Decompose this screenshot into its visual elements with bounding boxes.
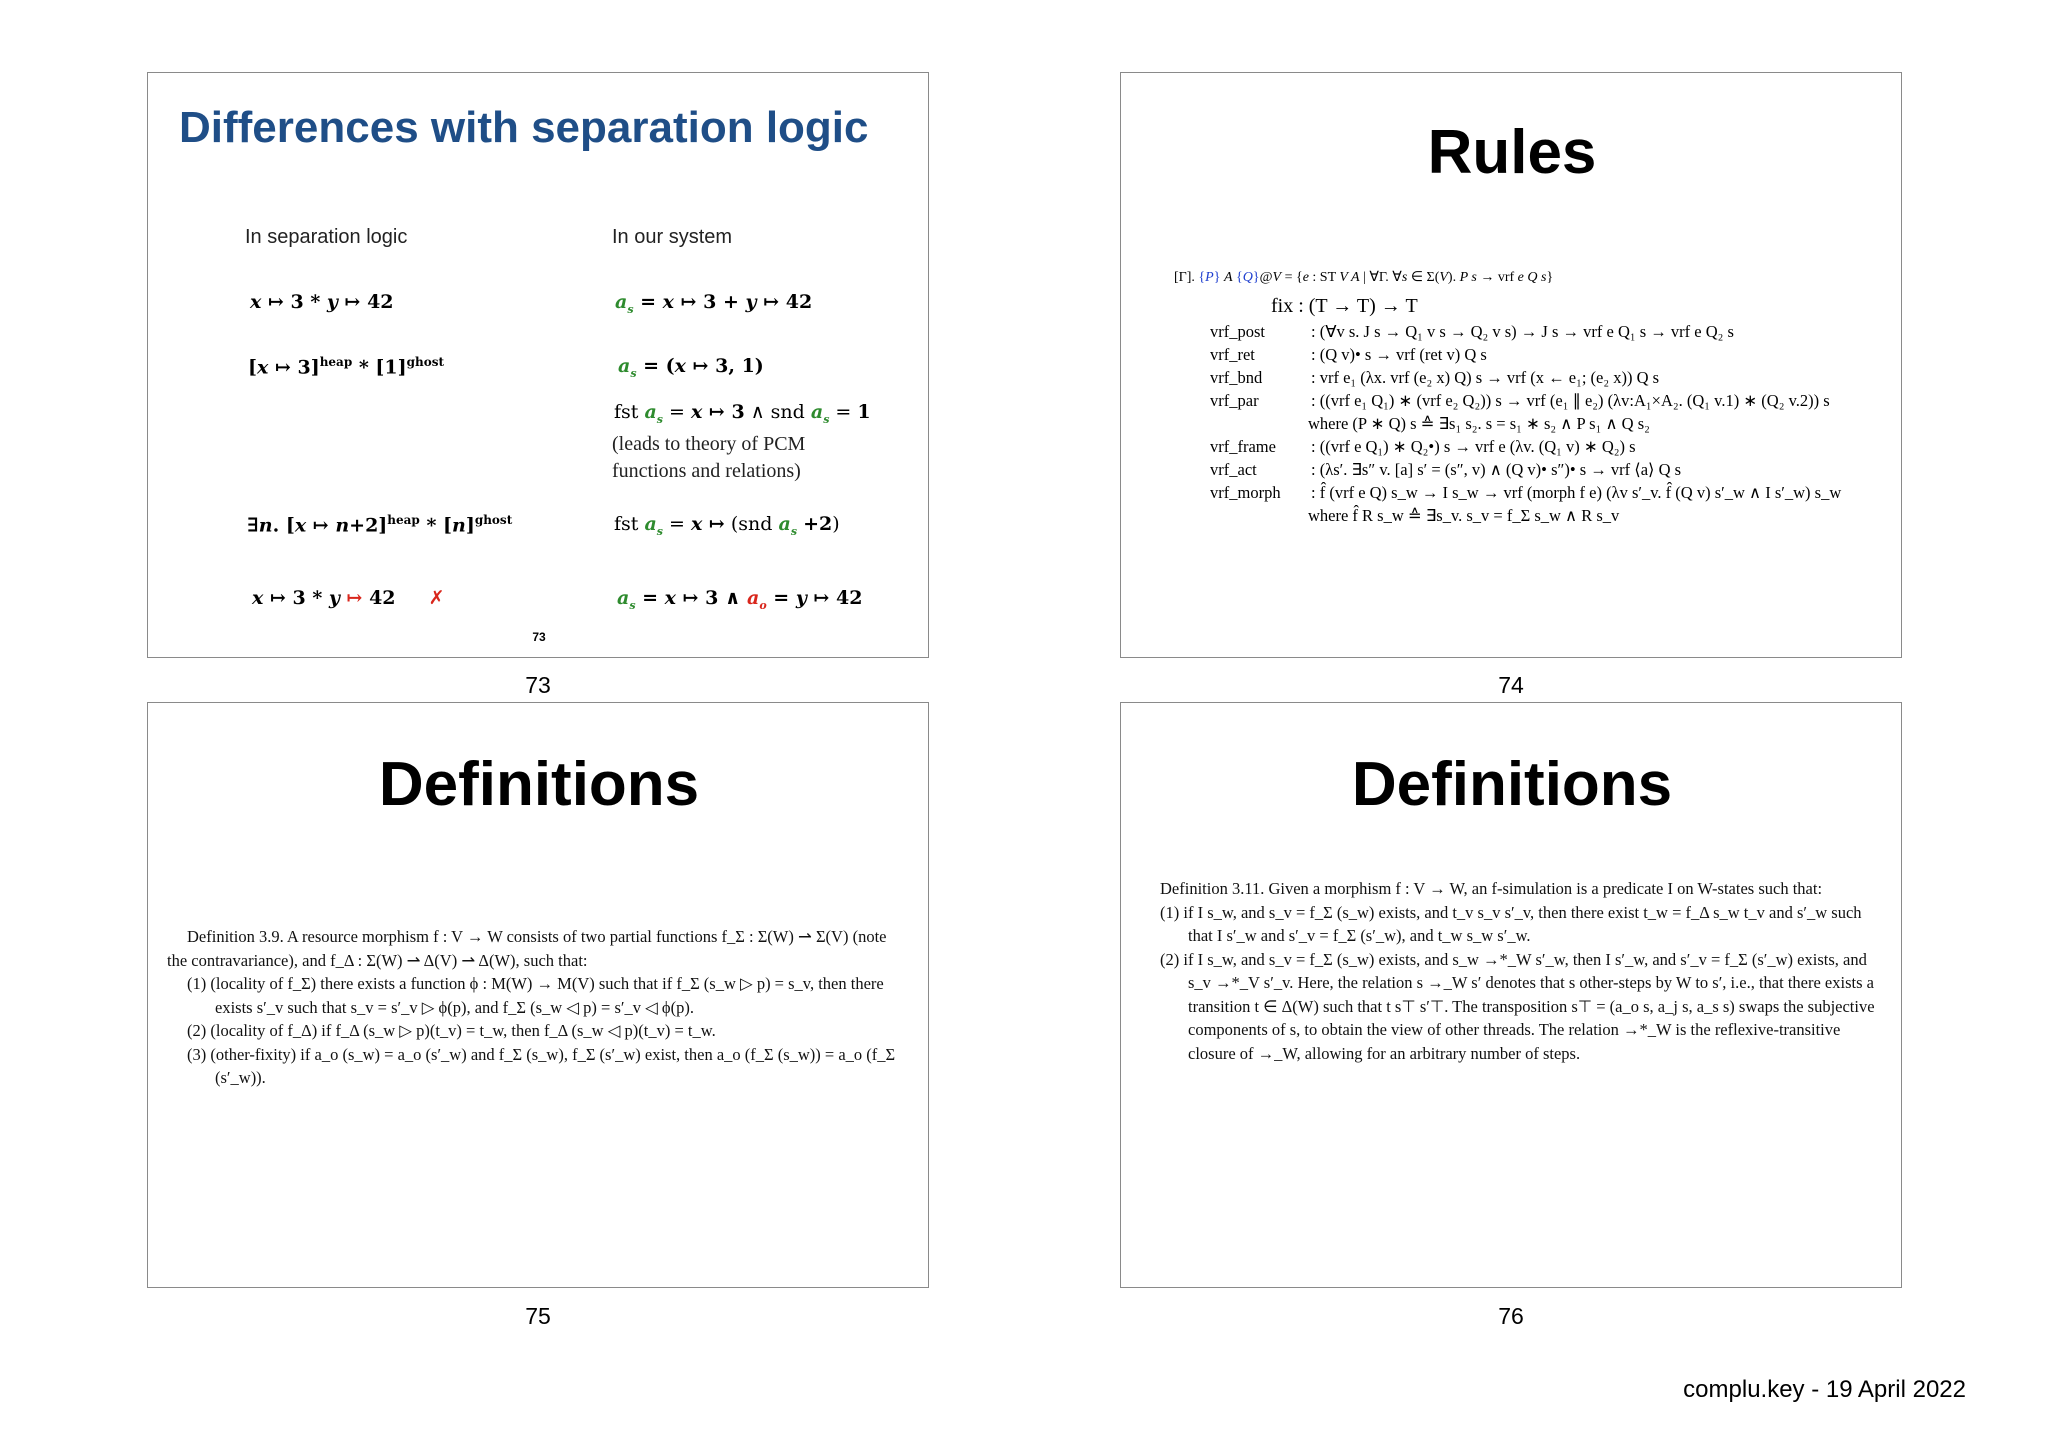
formula-ours-3: fst $a_s = x$ ↦ 3 ∧ snd $a_s = 1$ <box>614 401 871 426</box>
right-column-header: In our system <box>612 226 733 248</box>
formula-ours-1: $a_s = x$ ↦ 3 + y ↦ 42 <box>615 291 813 316</box>
slide-74 <box>1120 72 1902 658</box>
pcm-note: (leads to theory of PCM functions and relations) <box>612 433 806 482</box>
definition-text: Definition 3.9. A resource morphism f : V → W consists of two partial functions f_Σ : Σ(W) ⇀ Σ(V) (note the contravariance), and f_Δ : Σ(W) ⇀ Δ(V) ⇀ Δ(W), such that: <box>167 927 887 970</box>
slide-75 <box>147 702 929 1288</box>
page-number-74: 74 <box>1498 672 1524 698</box>
definition-item: (2) (locality of f_Δ) if f_Δ (s_w ▷ p)(t_v) = t_w, then f_Δ (s_w ◁ p)(t_v) = t_w. <box>187 1021 716 1040</box>
fix-rule: fix : (T → T) → T <box>1271 295 1418 317</box>
rule-row: vrf_act : (λs′. ∃s″ v. [a] s′ = (s″, v) ∧ (Q v)• s″)• s → vrf ⟨a⟩ Q s <box>1210 460 1682 479</box>
definition-text: Definition 3.11. Given a morphism f : V → W, an f-simulation is a predicate I on W-states such that: <box>1160 879 1823 898</box>
definition-item: (1) if I s_w, and s_v = f_Σ (s_w) exists, and t_v s_v s′_v, then there exist t_w = f_Δ s_w t_v and s′_w such that I s′_w and s′_v = f_Σ (s′_w), and t_w s_w s′_w. <box>1160 902 1862 945</box>
page-number-73: 73 <box>525 672 551 698</box>
rule-row: vrf_morph : f̂ (vrf e Q) s_w → I s_w → vrf (morph f e) (λv s′_v. f̂ (Q v) s′_w ∧ I s′_w) s_w <box>1210 483 1842 502</box>
formula-sl-3: ∃n. [x ↦ $n+2]^{heap} * [n]^{ghost}$ <box>247 513 513 537</box>
slide-76 <box>1120 702 1902 1288</box>
slide-inner-number: 73 <box>532 630 546 644</box>
definition-item: (1) (locality of f_Σ) there exists a function ϕ : M(W) → M(V) such that if f_Σ (s_w ▷ p) = s_v, then there exists s′_v such that s_v = s′_v ▷ ϕ(p), and f_Σ (s_w ◁ p) = s′_v ◁ ϕ(p). <box>187 974 884 1017</box>
left-column-header: In separation logic <box>245 226 408 248</box>
page-number-76: 76 <box>1498 1303 1524 1329</box>
formula-sl-2: [x ↦ $3]^{heap} * [1]^{ghost}$ <box>248 355 445 379</box>
definition-item: (3) (other-fixity) if a_o (s_w) = a_o (s′_w) and f_Σ (s_w), f_Σ (s′_w) exist, then a_o (f_Σ (s_w)) = a_o (f_Σ (s′_w)). <box>187 1044 896 1087</box>
slide-title: Definitions <box>1351 750 1673 819</box>
page-number-75: 75 <box>525 1303 551 1329</box>
slide-title: Differences with separation logic <box>179 103 869 152</box>
formula-sl-4: x ↦ 3 * y ↦ 42 ✗ <box>252 587 445 609</box>
rule-row: where (P ∗ Q) s ≙ ∃s₁ s₂. s = s₁ ∗ s₂ ∧ P s₁ ∧ Q s₂ <box>1308 414 1650 433</box>
slide-title: Definitions <box>378 750 700 819</box>
slide-title: Rules <box>1427 118 1597 187</box>
rule-row: where f̂ R s_w ≙ ∃s_v. s_v = f_Σ s_w ∧ R s_v <box>1308 506 1620 525</box>
rule-row: vrf_bnd : vrf e₁ (λx. vrf (e₂ x) Q) s → vrf (x ← e₁; (e₂ x)) Q s <box>1210 368 1660 387</box>
formula-ours-2: $a_s = (x$ ↦ 3, 1) <box>618 355 764 380</box>
rule-row: vrf_post : (∀v s. J s → Q₁ v s → Q₂ v s) → J s → vrf e Q₁ s → vrf e Q₂ s <box>1210 322 1734 341</box>
formula-ours-4: fst $a_s = x$ ↦ (snd $a_s +2$) <box>614 513 840 538</box>
definition-3-9 <box>167 925 907 1090</box>
formula-sl-1: x ↦ 3 * y ↦ 42 <box>250 291 394 313</box>
rules-header: [Γ]. {P} A {Q}@V = {e : ST V A | ∀Γ. ∀s ∈ Σ(V). P s → vrf e Q s} <box>1174 270 1554 285</box>
rule-row: vrf_frame : ((vrf e Q₁) ∗ Q₂•) s → vrf e (λv. (Q₁ v) ∗ Q₂) s <box>1210 437 1636 456</box>
definition-item: (2) if I s_w, and s_v = f_Σ (s_w) exists, and s_w →*_W s′_w, then I s′_w, and s′_v = f_Σ (s′_w) exists, and s_v →*_V s′_v. Here, the relation s →_W s′ denotes that s other-steps by W to s′, i.e., that there exists a transition t ∈ Δ(W) such that t s⊤ s′⊤. The transposition s⊤ = (a_o s, a_j s, a_s s) swaps the subjective components of s, to obtain the view of other threads. The relation →*_W is the reflexive-transitive closure of →_W, allowing for an arbitrary number of steps. <box>1160 949 1875 1063</box>
rule-row: vrf_ret : (Q v)• s → vrf (ret v) Q s <box>1210 345 1487 364</box>
rules-list <box>1210 320 1841 527</box>
formula-ours-5: $a_s = x$ ↦ 3 ∧ $a_o = y$ ↦ 42 <box>617 587 863 612</box>
slide-73 <box>147 72 929 658</box>
definition-3-11 <box>1140 877 1880 1065</box>
rule-row: vrf_par : ((vrf e₁ Q₁) ∗ (vrf e₂ Q₂)) s → vrf (e₁ ∥ e₂) (λv:A₁×A₂. (Q₁ v.1) ∗ (Q₂ v.2)) s <box>1210 391 1830 410</box>
footer-note: complu.key - 19 April 2022 <box>1683 1376 1966 1403</box>
